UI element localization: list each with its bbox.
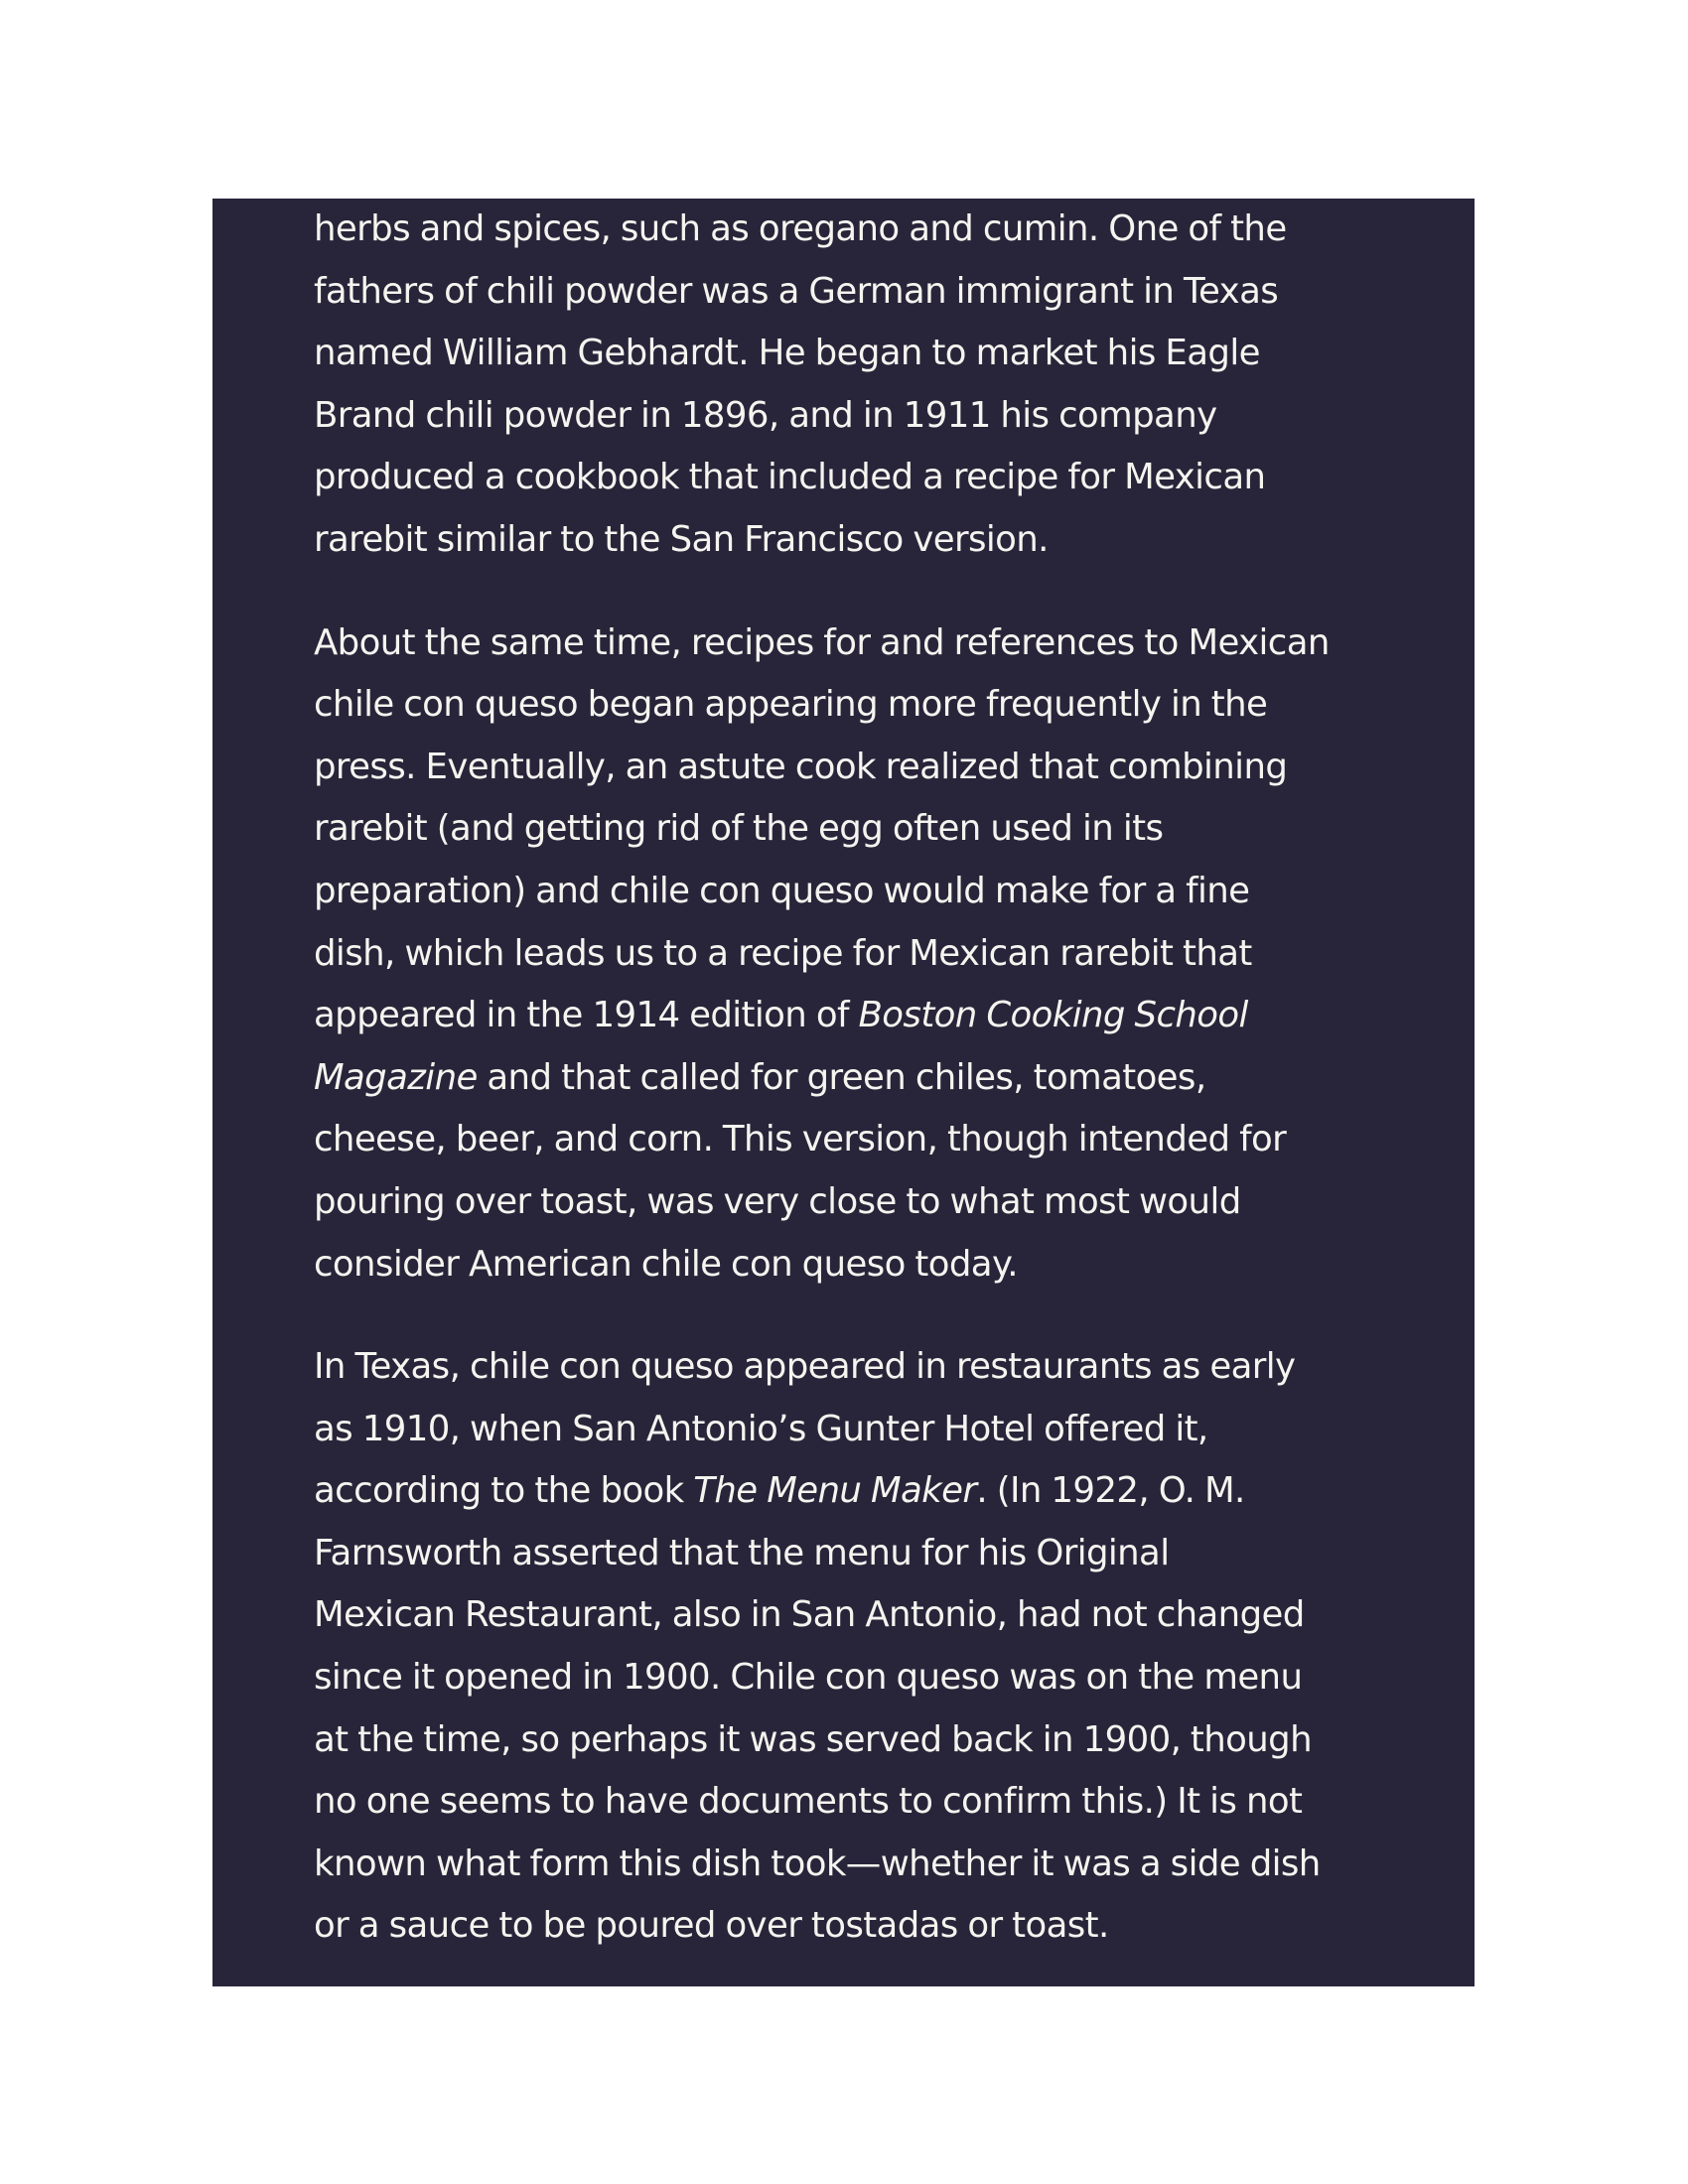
text-line: dish, which leads us to a recipe for Mexican rarebit that bbox=[314, 932, 1252, 974]
text-segment: and that called for green chiles, tomatoes, bbox=[477, 1056, 1206, 1098]
text-line: pouring over toast, was very close to what most would bbox=[314, 1180, 1241, 1222]
text-line: known what form this dish took—whether it was a side dish bbox=[314, 1843, 1321, 1884]
text-line: at the time, so perhaps it was served back in 1900, though bbox=[314, 1718, 1313, 1760]
text-line: Mexican Restaurant, also in San Antonio, had not changed bbox=[314, 1594, 1305, 1636]
text-line: since it opened in 1900. Chile con queso was on the menu bbox=[314, 1657, 1303, 1699]
text-line: About the same time, recipes for and references to Mexican bbox=[314, 621, 1330, 663]
text-line: preparation) and chile con queso would make for a fine bbox=[314, 870, 1250, 911]
text-line bbox=[314, 1460, 1466, 1523]
text-line: fathers of chili powder was a German immigrant in Texas bbox=[314, 270, 1279, 312]
text-line: Farnsworth asserted that the menu for his Original bbox=[314, 1532, 1170, 1573]
paragraph-1 bbox=[314, 199, 1466, 572]
paragraph-2 bbox=[314, 613, 1466, 1297]
text-line: or a sauce to be poured over tostadas or toast. bbox=[314, 1905, 1109, 1947]
text-segment: . (In 1922, O. M. bbox=[976, 1470, 1245, 1512]
text-line: Brand chili powder in 1896, and in 1911 his company bbox=[314, 394, 1217, 436]
book-title-italic: Boston Cooking School bbox=[858, 995, 1248, 1036]
paragraph-3 bbox=[314, 1336, 1466, 1958]
text-line: named William Gebhardt. He began to market his Eagle bbox=[314, 333, 1260, 374]
body-text bbox=[314, 199, 1466, 1958]
book-title-italic: The Menu Maker bbox=[693, 1470, 977, 1512]
text-line bbox=[314, 1047, 1466, 1110]
text-segment: according to the book bbox=[314, 1470, 694, 1512]
text-line bbox=[314, 985, 1466, 1047]
text-line: no one seems to have documents to confirm this.) It is not bbox=[314, 1781, 1303, 1823]
text-line: as 1910, when San Antonio’s Gunter Hotel offered it, bbox=[314, 1408, 1208, 1449]
text-line: cheese, beer, and corn. This version, though intended for bbox=[314, 1119, 1287, 1160]
text-segment: appeared in the 1914 edition of bbox=[314, 995, 859, 1036]
text-line: In Texas, chile con queso appeared in restaurants as early bbox=[314, 1346, 1296, 1388]
text-line: press. Eventually, an astute cook realized that combining bbox=[314, 746, 1288, 787]
text-line: consider American chile con queso today. bbox=[314, 1243, 1018, 1285]
text-line: produced a cookbook that included a recipe for Mexican bbox=[314, 457, 1266, 498]
content-panel bbox=[212, 199, 1475, 1986]
book-title-italic: Magazine bbox=[314, 1056, 478, 1098]
text-line: rarebit (and getting rid of the egg often used in its bbox=[314, 808, 1164, 850]
paragraph-gap bbox=[314, 572, 1466, 613]
text-line: herbs and spices, such as oregano and cumin. One of the bbox=[314, 208, 1287, 249]
paragraph-gap bbox=[314, 1296, 1466, 1336]
text-line: chile con queso began appearing more frequently in the bbox=[314, 684, 1268, 726]
text-line: rarebit similar to the San Francisco version. bbox=[314, 518, 1049, 560]
